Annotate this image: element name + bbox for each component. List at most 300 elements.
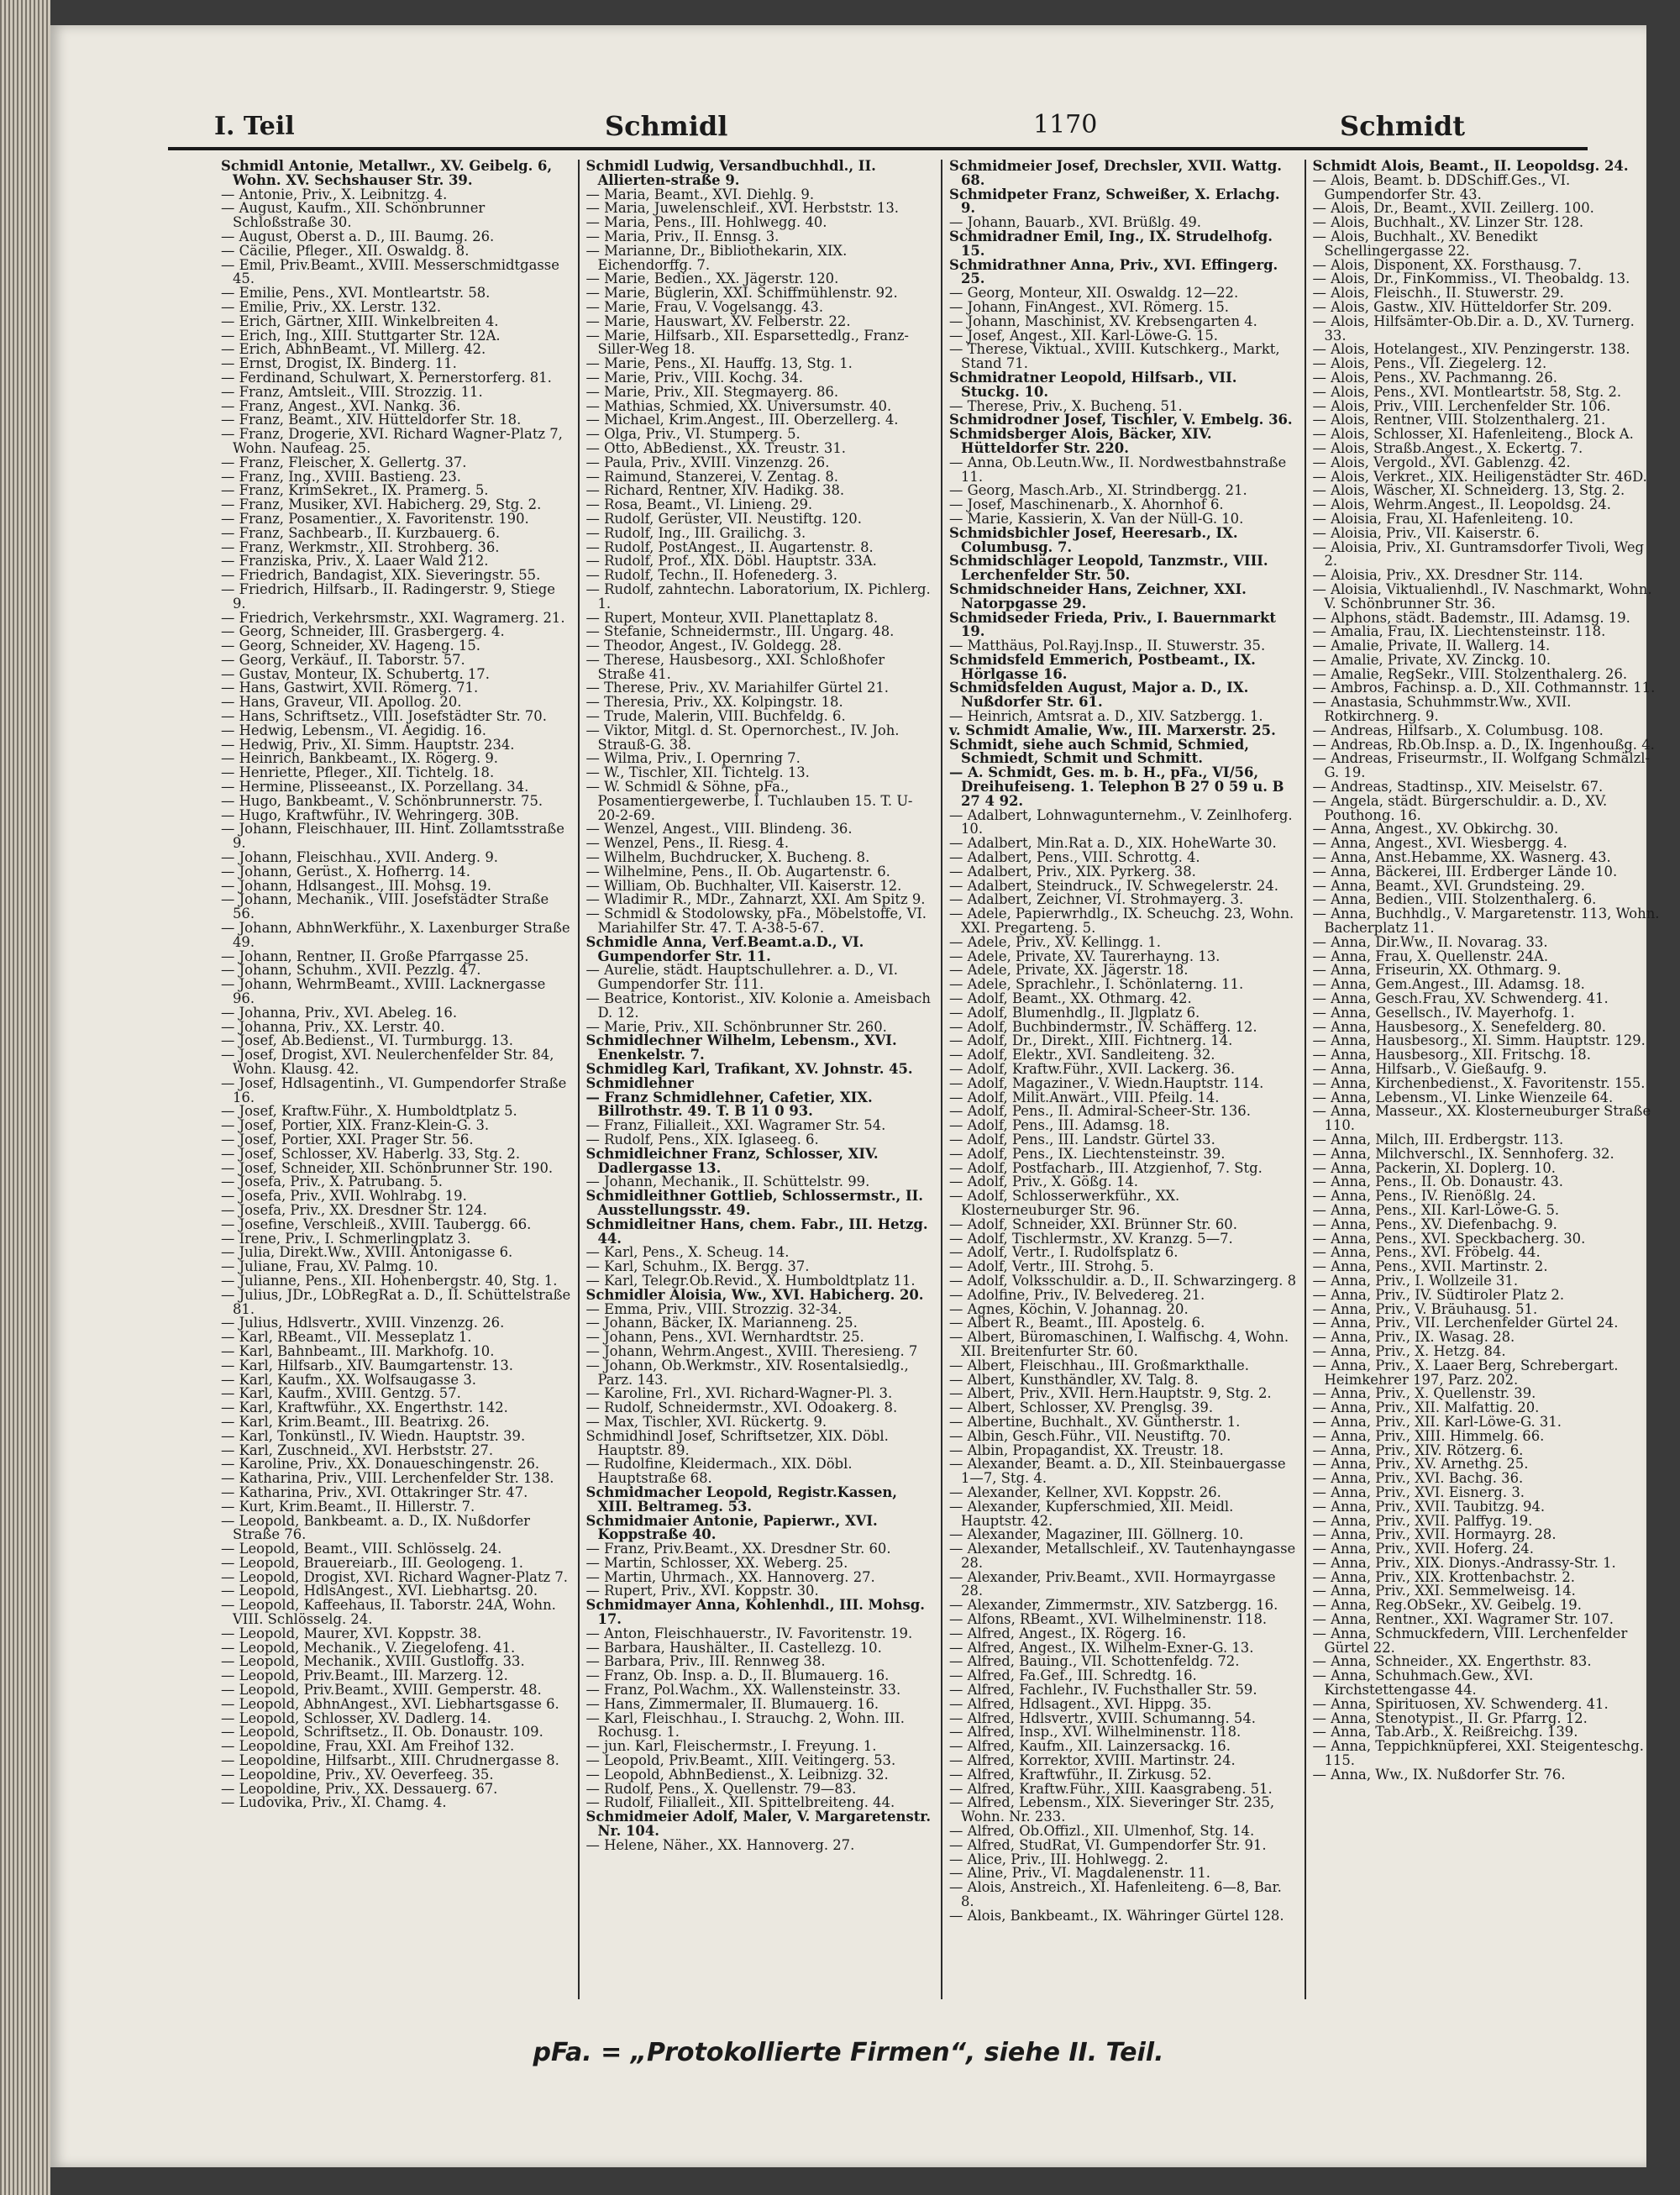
directory-entry: Schmidmeier Adolf, Maler, V. Margaretenstr. Nr. 104.	[585, 1809, 932, 1840]
directory-entry: — August, Oberst a. D., III. Baumg. 26.	[221, 228, 495, 244]
column-2	[578, 160, 942, 1999]
directory-entry: — Adele, Sprachlehr., I. Schönlaterng. 11.	[949, 976, 1244, 993]
directory-entry: — Adolf, Kraftw.Führ., XVII. Lackerg. 36.	[949, 1061, 1236, 1077]
directory-entry: — Alfred, Kraftwführ., II. Zirkusg. 52.	[949, 1766, 1212, 1783]
directory-entry: Schmidsfelden August, Major a. D., IX. Nußdorfer Str. 61.	[949, 680, 1249, 711]
directory-entry: — Leopold, Priv.Beamt., III. Marzerg. 12.	[221, 1667, 508, 1684]
directory-entry: — Aloisia, Priv., XX. Dresdner Str. 114.	[1312, 567, 1583, 584]
directory-columns	[214, 160, 1667, 1999]
directory-entry: — Marie, Pens., XI. Hauffg. 13, Stg. 1.	[585, 355, 853, 372]
directory-entry: Schmidschläger Leopold, Tanzmstr., VIII. Lerchenfelder Str. 50.	[949, 553, 1268, 584]
directory-entry: — Anna, Gem.Angest., III. Adamsg. 18.	[1312, 976, 1585, 993]
directory-entry: — Johann, Schuhm., XVII. Pezzlg. 47.	[221, 962, 481, 979]
directory-entry: — Erich, Gärtner, XIII. Winkelbreiten 4.	[221, 312, 499, 329]
directory-entry: — Alexander, Magaziner, III. Göllnerg. 10.	[949, 1526, 1244, 1543]
directory-entry: — Anna, Priv., XVI. Eisnerg. 3.	[1312, 1483, 1525, 1500]
directory-entry: — Rudolf, PostAngest., II. Augartenstr. 8.	[585, 538, 874, 555]
directory-entry: — Josef, Maschinenarb., X. Ahornhof 6.	[949, 496, 1224, 513]
directory-entry: Schmidt, siehe auch Schmid, Schmied, Schmiedt, Schmit und Schmitt.	[949, 736, 1249, 767]
directory-entry: — Leopoldine, Priv., XX. Dessauerg. 67.	[221, 1780, 498, 1797]
directory-entry: — Amalie, Private, II. Wallerg. 14.	[1312, 638, 1551, 654]
directory-entry: — Alfred, Kaufm., XII. Lainzersackg. 16.	[949, 1738, 1231, 1755]
directory-entry: — Raimund, Stanzerei, V. Zentag. 8.	[585, 468, 839, 485]
directory-entry: — Leopoldine, Frau, XXI. Am Freihof 132.	[221, 1738, 515, 1755]
directory-entry: — Theodor, Angest., IV. Goldegg. 28.	[585, 638, 842, 654]
directory-entry: — Aloisia, Viktualienhdl., IV. Naschmarkt, Wohn. V. Schönbrunner Str. 36.	[1312, 580, 1652, 612]
left-running-head: Schmidl	[605, 110, 728, 142]
directory-entry: — Anna, Gesellsch., IV. Mayerhofg. 1.	[1312, 1004, 1575, 1021]
directory-entry: — Johann, Ob.Werkmstr., XIV. Rosentalsiedlg., Parz. 143.	[585, 1357, 909, 1388]
directory-entry: — Josefa, Priv., XX. Dresdner Str. 124.	[221, 1201, 487, 1218]
directory-entry: — Josef, Angest., XII. Karl-Löwe-G. 15.	[949, 327, 1218, 344]
directory-entry: Schmidhindl Josef, Schriftsetzer, XIX. Döbl. Hauptstr. 89.	[585, 1427, 889, 1458]
directory-entry: — Johann, FinAngest., XVI. Römerg. 15.	[949, 298, 1229, 315]
directory-entry: — Albert, Kunsthändler, XV. Talg. 8.	[949, 1371, 1199, 1388]
directory-entry: — Johann, Fleischhau., XVII. Anderg. 9.	[221, 849, 498, 866]
directory-entry: — Alois, Dr., FinKommiss., VI. Theobaldg. 13.	[1312, 270, 1630, 287]
directory-entry: — Rudolf, Filialleit., XII. Spittelbreiteng. 44.	[585, 1794, 895, 1811]
page-number: 1170	[1033, 110, 1098, 139]
directory-entry: — Richard, Rentner, XIV. Hadikg. 38.	[585, 482, 845, 499]
directory-entry: — Adolf, Schlosserwerkführ., XX. Klosterneuburger Str. 96.	[949, 1188, 1180, 1218]
directory-entry: — Leopold, Drogist, XVI. Richard Wagner-Platz 7.	[221, 1568, 569, 1585]
directory-entry: — Anna, Tab.Arb., X. Reißreichg. 139.	[1312, 1724, 1578, 1741]
directory-entry: — Rudolf, Techn., II. Hofenederg. 3.	[585, 567, 837, 584]
directory-entry: — W. Schmidl & Söhne, pFa., Posamentiergewerbe, I. Tuchlauben 15. T. U-20-2-69.	[585, 779, 913, 823]
directory-entry: — Rudolf, Schneidermstr., XVI. Odoakerg. 8.	[585, 1399, 898, 1416]
directory-entry: — Franz, Amtsleit., VIII. Strozzig. 11.	[221, 383, 483, 400]
directory-entry: — Emil, Priv.Beamt., XVIII. Messerschmidtgasse 45.	[221, 256, 559, 287]
directory-entry: — Ludovika, Priv., XI. Chamg. 4.	[221, 1794, 447, 1811]
directory-entry: — Anna, Hilfsarb., V. Gießaufg. 9.	[1312, 1061, 1547, 1077]
directory-entry: — Anna, Priv., XIX. Krottenbachstr. 2.	[1312, 1568, 1575, 1585]
directory-entry: — Hedwig, Priv., XI. Simm. Hauptstr. 234.	[221, 736, 515, 753]
directory-entry: — Johann, Wehrm.Angest., XVIII. Theresieng. 7	[585, 1342, 918, 1359]
directory-entry: — Juliane, Frau, XV. Palmg. 10.	[221, 1258, 438, 1275]
directory-entry: — Wilhelmine, Pens., II. Ob. Augartenstr. 6.	[585, 863, 890, 880]
directory-entry: Schmidt Alois, Beamt., II. Leopoldsg. 24.	[1312, 160, 1629, 174]
directory-entry: — Alfred, Insp., XVI. Wilhelminenstr. 118.	[949, 1724, 1242, 1741]
directory-entry: — Max, Tischler, XVI. Rückertg. 9.	[585, 1413, 827, 1430]
directory-entry: — Anna, Frau, X. Quellenstr. 24A.	[1312, 948, 1549, 964]
directory-entry: — Paula, Priv., XVIII. Vinzenzg. 26.	[585, 454, 830, 470]
directory-entry: — Anna, Friseurin, XX. Othmarg. 9.	[1312, 962, 1562, 979]
column-4	[1305, 160, 1668, 1999]
directory-entry: — Alfred, StudRat, VI. Gumpendorfer Str. 91.	[949, 1836, 1267, 1853]
directory-entry: — Franz, Angest., XVI. Nankg. 36.	[221, 397, 461, 414]
directory-entry: — Alois, Pens., VII. Ziegelerg. 12.	[1312, 355, 1547, 372]
directory-entry: — Adele, Priv., XV. Kellingg. 1.	[949, 933, 1161, 950]
directory-entry: — Karl, Telegr.Ob.Revid., X. Humboldtplatz 11.	[585, 1272, 916, 1289]
directory-entry: — Franz, Ob. Insp. a. D., II. Blumauerg. 16.	[585, 1667, 890, 1684]
directory-entry: — Adele, Private, XV. Taurerhayng. 13.	[949, 948, 1221, 964]
directory-entry: — Anna, Reg.ObSekr., XV. Geibelg. 19.	[1312, 1597, 1582, 1614]
directory-entry: — Leopold, Brauereiarb., III. Geologeng. 1.	[221, 1554, 523, 1571]
directory-entry: — Anna, Priv., XIX. Dionys.-Andrassy-Str. 1.	[1312, 1554, 1616, 1571]
directory-entry: — Alphons, städt. Bademstr., III. Adamsg. 19.	[1312, 609, 1630, 626]
directory-entry: Schmidl Antonie, Metallwr., XV. Geibelg. 6, Wohn. XV. Sechshauser Str. 39.	[221, 160, 553, 188]
directory-entry: — Anna, Priv., I. Wollzeile 31.	[1312, 1272, 1519, 1289]
directory-entry: — Leopold, Kaffeehaus, II. Taborstr. 24A, Wohn. VIII. Schlösselg. 24.	[221, 1597, 556, 1628]
directory-entry: — Adolf, Vertr., I. Rudolfsplatz 6.	[949, 1244, 1179, 1261]
directory-entry: — Amalie, RegSekr., VIII. Stolzenthalerg. 26.	[1312, 665, 1628, 682]
directory-entry: — Alois, Buchhalt., XV. Benedikt Schellingergasse 22.	[1312, 228, 1538, 259]
directory-entry: — Marie, Bedien., XX. Jägerstr. 120.	[585, 270, 839, 287]
directory-entry: — Aline, Priv., VI. Magdalenenstr. 11.	[949, 1865, 1210, 1882]
directory-entry: — Anna, Priv., V. Bräuhausg. 51.	[1312, 1300, 1538, 1317]
directory-entry: — Adolf, Priv., X. Gößg. 14.	[949, 1174, 1138, 1190]
directory-entry: — Adolf, Dr., Direkt., XIII. Fichtnerg. 14.	[949, 1032, 1233, 1049]
directory-entry: — Mathias, Schmied, XX. Universumstr. 40.	[585, 397, 892, 414]
directory-entry: — Franz, Werkmstr., XII. Strohberg. 36.	[221, 538, 500, 555]
directory-entry: — Karl, Bahnbeamt., III. Markhofg. 10.	[221, 1342, 495, 1359]
directory-entry: — Aloisia, Frau, XI. Hafenleiteng. 10.	[1312, 510, 1574, 527]
directory-entry: — Maria, Juwelenschleif., XVI. Herbststr. 13.	[585, 200, 899, 217]
directory-entry: — Ambros, Fachinsp. a. D., XII. Cothmannstr. 11.	[1312, 680, 1656, 696]
directory-entry: — Schmidl & Stodolowsky, pFa., Möbelstoffe, VI. Mariahilfer Str. 47. T. A-38-5-67.	[585, 906, 927, 937]
directory-entry: — Kurt, Krim.Beamt., II. Hillerstr. 7.	[221, 1498, 475, 1515]
directory-entry: — Anna, Hausbesorg., X. Senefelderg. 80.	[1312, 1018, 1606, 1035]
directory-entry: — Alexander, Kupferschmied, XII. Meidl. Hauptstr. 42.	[949, 1498, 1234, 1529]
directory-entry: — Johann, WehrmBeamt., XVIII. Lacknergasse 96.	[221, 976, 546, 1007]
directory-entry: — Therese, Viktual., XVIII. Kutschkerg., Markt, Stand 71.	[949, 341, 1280, 372]
directory-entry: — Anna, Pens., XVII. Martinstr. 2.	[1312, 1258, 1548, 1275]
directory-entry: — Adolfine, Priv., IV. Belvedereg. 21.	[949, 1286, 1205, 1303]
directory-entry: — Adalbert, Min.Rat a. D., XIX. HoheWarte 30.	[949, 835, 1277, 852]
directory-entry: — Alexander, Metallschleif., XV. Tautenhayngasse 28.	[949, 1541, 1296, 1571]
directory-entry: — Alois, Anstreich., XI. Hafenleiteng. 6—8, Bar. 8.	[949, 1879, 1282, 1910]
directory-entry: — Anna, Priv., XII. Karl-Löwe-G. 31.	[1312, 1413, 1562, 1430]
directory-entry: — Albert, Büromaschinen, I. Walfischg. 4, Wohn. XII. Breitenfurter Str. 60.	[949, 1329, 1289, 1359]
directory-entry: — Ferdinand, Schulwart, X. Pernerstorferg. 81.	[221, 369, 552, 386]
directory-entry: Schmidleithner Gottlieb, Schlossermstr., II. Ausstellungsstr. 49.	[585, 1188, 923, 1218]
directory-entry: — Stefanie, Schneidermstr., III. Ungarg. 48.	[585, 623, 895, 640]
directory-entry: — Josef, Schneider, XII. Schönbrunner Str. 190.	[221, 1159, 554, 1176]
directory-entry: — Anna, Dir.Ww., II. Novarag. 33.	[1312, 933, 1548, 950]
directory-entry: — Alois, Buchhalt., XV. Linzer Str. 128.	[1312, 214, 1584, 231]
directory-entry: — Adolf, Milit.Anwärt., VIII. Pfeilg. 14.	[949, 1089, 1220, 1105]
directory-entry: — Alfred, Hdlsagent., XVI. Hippg. 35.	[949, 1695, 1212, 1712]
directory-entry: — Anna, Priv., X. Quellenstr. 39.	[1312, 1385, 1536, 1402]
directory-entry: — Wenzel, Angest., VIII. Blindeng. 36.	[585, 821, 853, 838]
directory-entry: — Alexander, Zimmermstr., XIV. Satzbergg. 16.	[949, 1597, 1278, 1614]
directory-entry: — Anna, Priv., X. Laaer Berg, Schrebergart. Heimkehrer 197, Parz. 202.	[1312, 1357, 1619, 1388]
directory-entry: — Franz, Ing., XVIII. Bastieng. 23.	[221, 468, 461, 485]
directory-entry: — Irene, Priv., I. Schmerlingplatz 3.	[221, 1230, 471, 1247]
directory-entry: — Albertine, Buchhalt., XV. Güntherstr. 1.	[949, 1413, 1241, 1430]
directory-entry: — Adele, Private, XX. Jägerstr. 18.	[949, 962, 1189, 979]
directory-entry: — Rudolf, zahntechn. Laboratorium, IX. Pichlerg. 1.	[585, 580, 931, 612]
directory-entry: — Anna, Lebensm., VI. Linke Wienzeile 64.	[1312, 1089, 1614, 1105]
directory-entry: — Alois, Vergold., XVI. Gablenzg. 42.	[1312, 454, 1571, 470]
directory-entry: — Julia, Direkt.Ww., XVIII. Antonigasse 6.	[221, 1244, 513, 1261]
directory-entry: — Adolf, Buchbindermstr., IV. Schäfferg. 12.	[949, 1018, 1257, 1035]
directory-entry: — Hedwig, Lebensm., VI. Aegidig. 16.	[221, 722, 486, 738]
directory-entry: — Antonie, Priv., X. Leibnitzg. 4.	[221, 186, 448, 202]
directory-entry: — Franz, Pol.Wachm., XX. Wallensteinstr. 33.	[585, 1682, 901, 1699]
directory-entry: — Marie, Kassierin, X. Van der Nüll-G. 10.	[949, 510, 1244, 527]
directory-entry: — Alois, Verkret., XIX. Heiligenstädter Str. 46D.	[1312, 468, 1647, 485]
book-page-edges	[0, 0, 50, 2195]
directory-entry: — Rudolf, Prof., XIX. Döbl. Hauptstr. 33A.	[585, 553, 877, 570]
directory-entry: — Amalie, Private, XV. Zinckg. 10.	[1312, 651, 1551, 668]
directory-entry: — Johanna, Priv., XX. Lerstr. 40.	[221, 1018, 445, 1035]
directory-entry: — Ernst, Drogist, IX. Binderg. 11.	[221, 355, 457, 372]
directory-entry: — Johanna, Priv., XVI. Abeleg. 16.	[221, 1004, 458, 1021]
directory-entry: — Karoline, Priv., XX. Donaueschingenstr. 26.	[221, 1456, 540, 1473]
directory-entry: — Alice, Priv., III. Hohlwegg. 2.	[949, 1851, 1168, 1867]
directory-entry: — Amalia, Frau, IX. Liechtensteinstr. 118.	[1312, 623, 1606, 640]
directory-entry: — Alois, Pens., XVI. Montleartstr. 58, Stg. 2.	[1312, 383, 1622, 400]
directory-entry: — Alexander, Priv.Beamt., XVII. Hormayrgasse 28.	[949, 1568, 1276, 1599]
directory-entry: — Anna, Milch, III. Erdbergstr. 113.	[1312, 1131, 1564, 1147]
directory-entry: — Emma, Priv., VIII. Strozzig. 32-34.	[585, 1300, 843, 1317]
directory-entry: — Anna, Angest., XVI. Wiesbergg. 4.	[1312, 835, 1567, 852]
directory-entry: — Rudolfine, Kleidermach., XIX. Döbl. Hauptstraße 68.	[585, 1456, 853, 1487]
directory-entry: — Karoline, Frl., XVI. Richard-Wagner-Pl. 3.	[585, 1385, 893, 1402]
directory-entry: — Marie, Hilfsarb., XII. Esparsettedlg., Franz-Siller-Weg 18.	[585, 327, 909, 358]
directory-entry: — Helene, Näher., XX. Hannoverg. 27.	[585, 1836, 855, 1853]
directory-entry: — Friedrich, Bandagist, XIX. Sieveringstr. 55.	[221, 567, 541, 584]
directory-entry: — Alois, Wäscher, XI. Schneiderg. 13, Stg. 2.	[1312, 482, 1625, 499]
directory-entry: — Karl, Zuschneid., XVI. Herbststr. 27.	[221, 1441, 494, 1458]
directory-entry: — Alois, Wehrm.Angest., II. Leopoldsg. 24.	[1312, 496, 1611, 513]
directory-entry: — Hugo, Kraftwführ., IV. Wehringerg. 30B.	[221, 806, 519, 823]
directory-entry: — Andreas, Rb.Ob.Insp. a. D., IX. Ingenhoußg. 4.	[1312, 736, 1655, 753]
directory-entry: — Alois, Priv., VIII. Lerchenfelder Str. 106.	[1312, 397, 1611, 414]
column-1	[214, 160, 578, 1999]
directory-entry: — Alois, Beamt. b. DDSchiff.Ges., VI. Gumpendorfer Str. 43.	[1312, 171, 1571, 202]
directory-entry: — Alois, Rentner, VIII. Stolzenthalerg. 21.	[1312, 412, 1606, 428]
directory-entry: — Anna, Pens., II. Ob. Donaustr. 43.	[1312, 1174, 1563, 1190]
directory-entry: — Adele, Papierwrhdlg., IX. Scheuchg. 23, Wohn. XXI. Pregarteng. 5.	[949, 906, 1294, 937]
directory-entry: — Johann, Gerüst., X. Hofherrg. 14.	[221, 863, 470, 880]
directory-entry: — Rosa, Beamt., VI. Linieng. 29.	[585, 496, 813, 513]
directory-entry: — Adalbert, Priv., XIX. Pyrkerg. 38.	[949, 863, 1196, 880]
directory-entry: — Anna, Priv., XIV. Rötzerg. 6.	[1312, 1441, 1524, 1458]
directory-entry: — Emilie, Priv., XX. Lerstr. 132.	[221, 298, 442, 315]
directory-entry: — Alfred, Hdlsvertr., XVIII. Schumanng. 54.	[949, 1709, 1256, 1726]
directory-entry: — Martin, Schlosser, XX. Weberg. 25.	[585, 1554, 848, 1571]
directory-entry: Schmidrodner Josef, Tischler, V. Embelg. 36.	[949, 412, 1293, 428]
directory-entry: — Anna, Rentner., XXI. Wagramer Str. 107.	[1312, 1611, 1614, 1628]
directory-entry: — Heinrich, Bankbeamt., IX. Rögerg. 9.	[221, 750, 499, 767]
directory-entry: — Adolf, Beamt., XX. Othmarg. 42.	[949, 990, 1192, 1007]
directory-entry: Schmidler Aloisia, Ww., XVI. Habicherg. 20.	[585, 1286, 924, 1303]
directory-entry: Schmidleitner Hans, chem. Fabr., III. Hetzg. 44.	[585, 1216, 928, 1247]
directory-entry: — Anna, Buchhdlg., V. Margaretenstr. 113, Wohn. Bacherplatz 11.	[1312, 906, 1660, 937]
directory-entry: — Adolf, Postfacharb., III. Atzgienhof, 7. Stg.	[949, 1159, 1263, 1176]
directory-entry: — Anna, Priv., XII. Malfattig. 20.	[1312, 1399, 1540, 1416]
directory-entry: — Anna, Priv., VII. Lerchenfelder Gürtel 24.	[1312, 1315, 1619, 1331]
directory-entry: — Leopoldine, Hilfsarbt., XIII. Chrudnergasse 8.	[221, 1752, 559, 1769]
directory-entry: — Adalbert, Lohnwagunternehm., V. Zeinlhoferg. 10.	[949, 806, 1293, 838]
directory-entry: — Hugo, Bankbeamt., V. Schönbrunnerstr. 75.	[221, 792, 543, 809]
footnote: pFa. = „Protokollierte Firmen“, siehe II. Teil.	[533, 2038, 1164, 2067]
directory-entry: — Andreas, Stadtinsp., XIV. Meiselstr. 67.	[1312, 779, 1604, 796]
directory-entry: — Hans, Zimmermaler, II. Blumauerg. 16.	[585, 1695, 879, 1712]
directory-entry: Schmidmayer Anna, Kohlenhdl., III. Mohsg. 17.	[585, 1597, 925, 1628]
directory-entry: — Franz, Beamt., XIV. Hütteldorfer Str. 18.	[221, 412, 522, 428]
directory-entry: — Karl, Tonkünstl., IV. Wiedn. Hauptstr. 39.	[221, 1427, 526, 1444]
directory-entry: — Anna, Pens., XVI. Speckbacherg. 30.	[1312, 1230, 1586, 1247]
directory-entry: — W., Tischler, XII. Tichtelg. 13.	[585, 764, 810, 781]
directory-entry: — Karl, Pens., X. Scheug. 14.	[585, 1244, 790, 1261]
directory-entry: — Leopold, Priv.Beamt., XIII. Veitingerg. 53.	[585, 1752, 896, 1769]
part-label: I. Teil	[214, 112, 295, 141]
directory-entry: — Anna, Hausbesorg., XI. Simm. Hauptstr. 129.	[1312, 1032, 1646, 1049]
directory-entry: — Anna, Gesch.Frau, XV. Schwenderg. 41.	[1312, 990, 1609, 1007]
directory-entry: — Rudolf, Pens., X. Quellenstr. 79—83.	[585, 1780, 857, 1797]
directory-entry: — Alois, Schlosser, XI. Hafenleiteng., Block A.	[1312, 426, 1634, 443]
directory-entry: — Franz Schmidlehner, Cafetier, XIX. Billrothstr. 49. T. B 11 0 93.	[585, 1089, 873, 1120]
directory-entry: — Leopold, Beamt., VIII. Schlösselg. 24.	[221, 1541, 502, 1557]
directory-entry: — Anna, Bäckerei, III. Erdberger Lände 10.	[1312, 863, 1618, 880]
directory-entry: — Alois, Fleischh., II. Stuwerstr. 29.	[1312, 285, 1564, 302]
directory-entry: — Therese, Priv., X. Bucheng. 51.	[949, 397, 1183, 414]
directory-entry: — Michael, Krim.Angest., III. Oberzellerg. 4.	[585, 412, 899, 428]
directory-entry: — Heinrich, Amtsrat a. D., XIV. Satzbergg. 1.	[949, 708, 1263, 725]
directory-entry: — Adolf, Pens., III. Landstr. Gürtel 33.	[949, 1131, 1215, 1147]
directory-entry: — Johann, Rentner, II. Große Pfarrgasse 25.	[221, 948, 529, 964]
directory-entry: — Karl, Kaufm., XX. Wolfsaugasse 3.	[221, 1371, 476, 1388]
directory-entry: — Johann, Mechanik., VIII. Josefstädter Straße 56.	[221, 891, 549, 922]
directory-entry: — Adalbert, Pens., VIII. Schrottg. 4.	[949, 849, 1200, 866]
directory-entry: — Leopold, Bankbeamt. a. D., IX. Nußdorfer Straße 76.	[221, 1512, 530, 1543]
directory-entry: — Karl, Kaufm., XVIII. Gentzg. 57.	[221, 1385, 461, 1402]
directory-entry: — Marie, Priv., VIII. Kochg. 34.	[585, 369, 803, 386]
directory-entry: — Georg, Schneider, XV. Hageng. 15.	[221, 638, 480, 654]
directory-entry: — Alois, Disponent, XX. Forsthausg. 7.	[1312, 256, 1582, 273]
directory-entry: — Alois, Straßb.Angest., X. Eckertg. 7.	[1312, 439, 1583, 456]
directory-entry: — Karl, RBeamt., VII. Messeplatz 1.	[221, 1329, 472, 1346]
directory-entry: — Alfred, Ob.Offizl., XII. Ulmenhof, Stg. 14.	[949, 1823, 1255, 1840]
directory-entry: — Theresia, Priv., XX. Kolpingstr. 18.	[585, 694, 843, 711]
directory-entry: — August, Kaufm., XII. Schönbrunner Schloßstraße 30.	[221, 200, 486, 231]
directory-entry: — Rupert, Priv., XVI. Koppstr. 30.	[585, 1583, 819, 1599]
directory-entry: — Anna, Stenotypist., II. Gr. Pfarrg. 12.	[1312, 1709, 1588, 1726]
directory-entry: — Alois, Pens., XV. Pachmanng. 26.	[1312, 369, 1557, 386]
directory-entry: — Albert, Fleischhau., III. Großmarkthalle.	[949, 1357, 1249, 1373]
directory-entry: — Adolf, Vertr., III. Strohg. 5.	[949, 1258, 1154, 1275]
directory-entry: — Alfred, Fachlehr., IV. Fuchsthaller Str. 59.	[949, 1682, 1257, 1699]
directory-entry: — Henriette, Pfleger., XII. Tichtelg. 18.	[221, 764, 495, 781]
directory-entry: — Franz, Fleischer, X. Gellertg. 37.	[221, 454, 467, 470]
directory-entry: — Gustav, Monteur, IX. Schubertg. 17.	[221, 665, 490, 682]
directory-entry: — Franz, Sachbearb., II. Kurzbauerg. 6.	[221, 524, 501, 541]
directory-entry: — Andreas, Friseurmstr., II. Wolfgang Schmälzl-G. 19.	[1312, 750, 1651, 781]
directory-entry: — Adalbert, Zeichner, VI. Strohmayerg. 3.	[949, 891, 1244, 908]
directory-entry: — Anna, Priv., XIII. Himmelg. 66.	[1312, 1427, 1545, 1444]
directory-entry: — Anna, Anst.Hebamme, XX. Wasnerg. 43.	[1312, 849, 1611, 866]
directory-entry: — A. Schmidt, Ges. m. b. H., pFa., VI/56, Dreihufeiseng. 1. Telephon B 27 0 59 u. B 27 4 92.	[949, 764, 1284, 809]
directory-entry: — Anna, Priv., XV. Arnethg. 25.	[1312, 1456, 1529, 1473]
directory-entry: — Leopold, Maurer, XVI. Koppstr. 38.	[221, 1625, 482, 1641]
directory-entry: — Anna, Pens., XV. Diefenbachg. 9.	[1312, 1216, 1557, 1232]
directory-entry: — Anna, Beamt., XVI. Grundsteing. 29.	[1312, 877, 1585, 894]
directory-entry: — Franz, Drogerie, XVI. Richard Wagner-Platz 7, Wohn. Naufeag. 25.	[221, 426, 563, 456]
directory-entry: — Albert, Schlosser, XV. Prenglsg. 39.	[949, 1399, 1214, 1416]
directory-entry: — Albin, Propagandist, XX. Treustr. 18.	[949, 1441, 1224, 1458]
directory-entry: — Marie, Priv., XII. Stegmayerg. 86.	[585, 383, 839, 400]
directory-entry: — Hans, Gastwirt, XVII. Römerg. 71.	[221, 680, 479, 696]
directory-entry: — Alfred, Kraftw.Führ., XIII. Kaasgrabeng. 51.	[949, 1780, 1273, 1797]
directory-entry: — Aurelie, städt. Hauptschullehrer. a. D., VI. Gumpendorfer Str. 111.	[585, 962, 898, 993]
directory-entry: — Adolf, Pens., IX. Liechtensteinstr. 39.	[949, 1145, 1226, 1162]
directory-entry: — Angela, städt. Bürgerschuldir. a. D., XV. Pouthong. 16.	[1312, 792, 1608, 823]
directory-entry: — Aloisia, Priv., VII. Kaiserstr. 6.	[1312, 524, 1540, 541]
directory-entry: — Josef, Kraftw.Führ., X. Humboldtplatz 5.	[221, 1103, 517, 1120]
directory-entry: — Franz, Musiker, XVI. Habicherg. 29, Stg. 2.	[221, 496, 542, 513]
directory-entry: Schmidle Anna, Verf.Beamt.a.D., VI. Gumpendorfer Str. 11.	[585, 933, 864, 964]
directory-entry: — Karl, Fleischhau., I. Strauchg. 2, Wohn. III. Rochusg. 1.	[585, 1709, 905, 1741]
directory-entry: — Alfons, RBeamt., XVI. Wilhelminenstr. 118.	[949, 1611, 1268, 1628]
directory-entry: Schmidleg Karl, Trafikant, XV. Johnstr. 45.	[585, 1061, 913, 1077]
directory-entry: — Anna, Schmuckfedern, VIII. Lerchenfelder Gürtel 22.	[1312, 1625, 1628, 1656]
directory-entry: — Martin, Uhrmach., XX. Hannoverg. 27.	[585, 1568, 875, 1585]
directory-entry: — Wladimir R., MDr., Zahnarzt, XXI. Am Spitz 9.	[585, 891, 926, 908]
directory-entry: — Olga, Priv., VI. Stumperg. 5.	[585, 426, 801, 443]
directory-entry: — Karl, Schuhm., IX. Bergg. 37.	[585, 1258, 810, 1275]
directory-entry: — Maria, Beamt., XVI. Diehlg. 9.	[585, 186, 815, 202]
directory-entry: — Adolf, Elektr., XVI. Sandleiteng. 32.	[949, 1047, 1215, 1063]
directory-entry: — Agnes, Köchin, V. Johannag. 20.	[949, 1300, 1189, 1317]
directory-entry: — Adolf, Blumenhdlg., II. Jlgplatz 6.	[949, 1004, 1200, 1021]
directory-entry: — Josef, Portier, XXI. Prager Str. 56.	[221, 1131, 474, 1147]
directory-entry: — Leopold, Mechanik., V. Ziegelofeng. 41.	[221, 1639, 516, 1656]
directory-entry: — Alois, Dr., Beamt., XVII. Zeillerg. 100.	[1312, 200, 1594, 217]
directory-entry: — Georg, Verkäuf., II. Taborstr. 57.	[221, 651, 465, 668]
directory-entry: — Johann, Bauarb., XVI. Brüßlg. 49.	[949, 214, 1202, 231]
directory-entry: — Maria, Pens., III. Hohlwegg. 40.	[585, 214, 827, 231]
directory-entry: — Alfred, Angest., IX. Wilhelm-Exner-G. 13.	[949, 1639, 1254, 1656]
directory-entry: — Albert, Priv., XVII. Hern.Hauptstr. 9, Stg. 2.	[949, 1385, 1272, 1402]
right-running-head: Schmidt	[1340, 110, 1466, 142]
directory-entry: — Wenzel, Pens., II. Riesg. 4.	[585, 835, 790, 852]
directory-entry: — Josef, Hdlsagentinh., VI. Gumpendorfer Straße 16.	[221, 1074, 567, 1105]
directory-entry: — Anna, Schuhmach.Gew., XVI. Kirchstettengasse 44.	[1312, 1667, 1534, 1699]
directory-entry: — Anna, Ww., IX. Nußdorfer Str. 76.	[1312, 1766, 1566, 1783]
directory-entry: — Friedrich, Verkehrsmstr., XXI. Wagramerg. 21.	[221, 609, 565, 626]
directory-entry: Schmidsbichler Josef, Heeresarb., IX. Columbusg. 7.	[949, 524, 1238, 555]
directory-entry: — Alois, Gastw., XIV. Hütteldorfer Str. 209.	[1312, 298, 1612, 315]
directory-entry: — Anna, Spirituosen, XV. Schwenderg. 41.	[1312, 1695, 1609, 1712]
directory-entry: — Anna, Bedien., VIII. Stolzenthalerg. 6.	[1312, 891, 1597, 908]
directory-entry: — Karl, Krim.Beamt., III. Beatrixg. 26.	[221, 1413, 490, 1430]
directory-entry: — Beatrice, Kontorist., XIV. Kolonie a. Ameisbach D. 12.	[585, 990, 931, 1021]
directory-entry: — jun. Karl, Fleischermstr., I. Freyung. 1.	[585, 1738, 877, 1755]
directory-entry: — Matthäus, Pol.Rayj.Insp., II. Stuwerstr. 35.	[949, 638, 1266, 654]
directory-entry: — Alfred, Fa.Gef., III. Schredtg. 16.	[949, 1667, 1197, 1684]
directory-entry: — Anna, Priv., XVII. Palffyg. 19.	[1312, 1512, 1533, 1529]
directory-entry: — Andreas, Hilfsarb., X. Columbusg. 108.	[1312, 722, 1604, 738]
directory-entry: — Marie, Frau, V. Vogelsangg. 43.	[585, 298, 824, 315]
directory-entry: — Adolf, Magaziner., V. Wiedn.Hauptstr. 114.	[949, 1074, 1264, 1091]
directory-entry: — Anna, Priv., XVII. Hormayrg. 28.	[1312, 1526, 1557, 1543]
directory-entry: — Josefa, Priv., X. Patrubang. 5.	[221, 1174, 443, 1190]
directory-entry: — Josef, Portier, XIX. Franz-Klein-G. 3.	[221, 1117, 490, 1134]
directory-entry: — Johann, Mechanik., II. Schüttelstr. 99.	[585, 1174, 870, 1190]
directory-entry: — Johann, AbhnWerkführ., X. Laxenburger Straße 49.	[221, 920, 570, 950]
directory-entry: — Albert R., Beamt., III. Apostelg. 6.	[949, 1315, 1205, 1331]
directory-entry: — Friedrich, Hilfsarb., II. Radingerstr. 9, Stiege 9.	[221, 580, 555, 612]
directory-entry: — Franz, KrimSekret., IX. Pramerg. 5.	[221, 482, 489, 499]
directory-entry: — Maria, Priv., II. Ennsg. 3.	[585, 228, 780, 244]
directory-entry: — Anna, Angest., XV. Obkirchg. 30.	[1312, 821, 1559, 838]
directory-entry: — Viktor, Mitgl. d. St. Opernorchest., IV. Joh. Strauß-G. 38.	[585, 722, 900, 753]
directory-entry: — Alois, Hotelangest., XIV. Penzingerstr. 138.	[1312, 341, 1630, 358]
directory-entry: Schmidlehner	[585, 1074, 694, 1091]
